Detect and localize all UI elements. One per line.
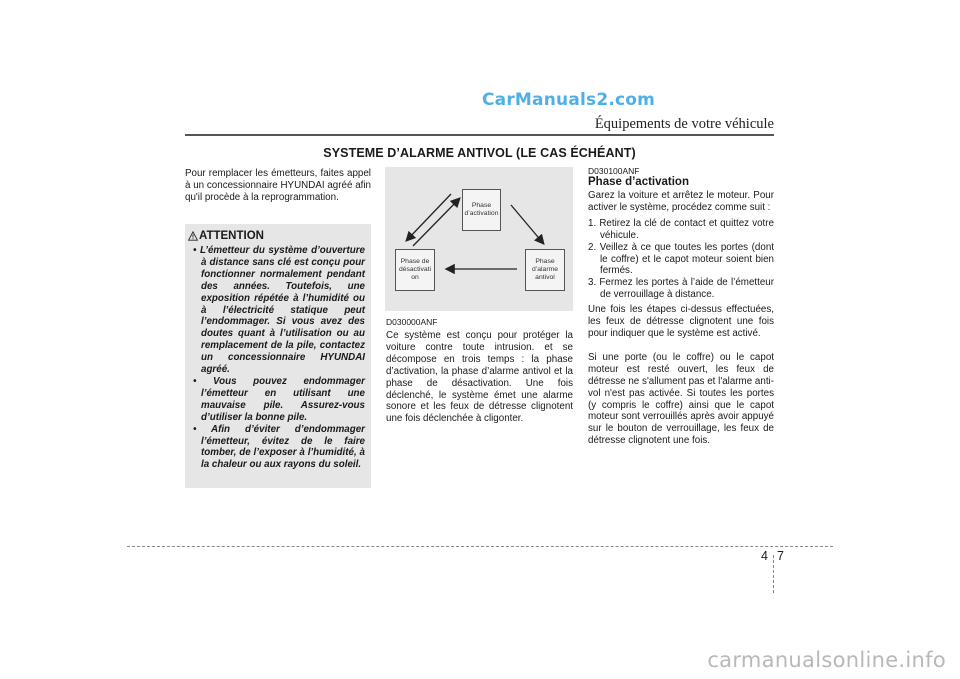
- step-item: 3. Fermez les portes à l’aide de l’émetteur de verrouillage à distance.: [588, 277, 774, 301]
- step-item: 1. Retirez la clé de contact et quittez votre véhicule.: [588, 217, 774, 241]
- right-heading: Phase d’activation: [588, 176, 689, 188]
- attention-item: • Vous pouvez endommager l’émetteur en utilisant une mauvaise pile. Assurez-vous d’utiliser la bonne pile.: [193, 375, 365, 423]
- arrow-to-alarm: [511, 205, 543, 243]
- page-title: SYSTEME D’ALARME ANTIVOL (LE CAS ÉCHÉANT): [323, 146, 636, 160]
- attention-list: [193, 245, 365, 471]
- middle-code: D030000ANF: [386, 317, 438, 327]
- page-number: 7: [777, 549, 784, 563]
- section-header: Équipements de votre véhicule: [594, 116, 774, 132]
- watermark-carmanualsonline: carmanualsonline.info: [707, 648, 946, 672]
- step-item: 2. Veillez à ce que toutes les portes (dont le coffre) et le capot moteur soient bien fermés.: [588, 241, 774, 277]
- arrow-to-deactivation: [407, 194, 451, 240]
- left-intro: Pour remplacer les émetteurs, faites appel à un concessionnaire HYUNDAI agréé afin qu'il procède à la reprogrammation.: [185, 168, 371, 203]
- warning-triangle-icon: [188, 231, 198, 241]
- attention-item: • L’émetteur du système d’ouverture à distance sans clé est conçu pour fonctionner normalement pendant des années. Toutefois, une exposition répétée à l’humidité ou à l’électricité statique peut l’endommager. Si vous avez des doutes quant à l’utilisation ou au remplacement de la pile, contactez un concessionnaire HYUNDAI agréé.: [193, 245, 365, 376]
- phase-alarm-box: Phase d’alarme antivol: [525, 249, 565, 291]
- right-para-1: Une fois les étapes ci-dessus effectuées, les feux de détresse clignotent une fois pour indiquer que le système est activé.: [588, 304, 774, 339]
- phase-deactivation-box: Phase de désactivati on: [395, 249, 435, 291]
- right-intro: Garez la voiture et arrêtez le moteur. Pour activer le système, procédez comme suit :: [588, 190, 774, 213]
- alarm-phase-diagram: [385, 167, 573, 311]
- phase-activation-box: Phase d’activation: [462, 189, 501, 231]
- right-code: D030100ANF: [588, 166, 640, 176]
- page-number-divider: [773, 555, 774, 593]
- chapter-number: 4: [761, 549, 768, 563]
- middle-body: Ce système est conçu pour protéger la voiture contre toute intrusion. et se décompose en trois temps : la phase d’activation, la phase d’alarme antivol et la phase de désactivation. Une fois déclenché, le système émet une alarme sonore et les feux de détresse clignotent une fois déclenchée à cligonter.: [386, 330, 573, 425]
- right-column: [588, 166, 774, 447]
- arrow-to-activation: [413, 199, 459, 246]
- attention-item: • Afin d’éviter d’endommager l’émetteur, évitez de le faire tomber, de l’exposer à l’humidité, à la chaleur ou aux rayons du soleil.: [193, 423, 365, 471]
- header-rule: [185, 134, 774, 136]
- attention-heading: ATTENTION: [199, 230, 264, 242]
- right-para-2: Si une porte (ou le coffre) ou le capot moteur est resté ouvert, les feux de détresse ne s'allument pas et l'alarme anti-vol n'est pas activée. Si toutes les portes (y compris le coffre) ainsi que le capot moteur sont verrouillés après avoir appuyé sur le bouton de verrouillage, les feux de détresse clignotent une fois.: [588, 351, 774, 447]
- watermark-carmanuals2: CarManuals2.com: [482, 90, 656, 110]
- activation-steps: [588, 218, 774, 301]
- footer-divider: [127, 546, 833, 547]
- attention-box: [185, 224, 371, 488]
